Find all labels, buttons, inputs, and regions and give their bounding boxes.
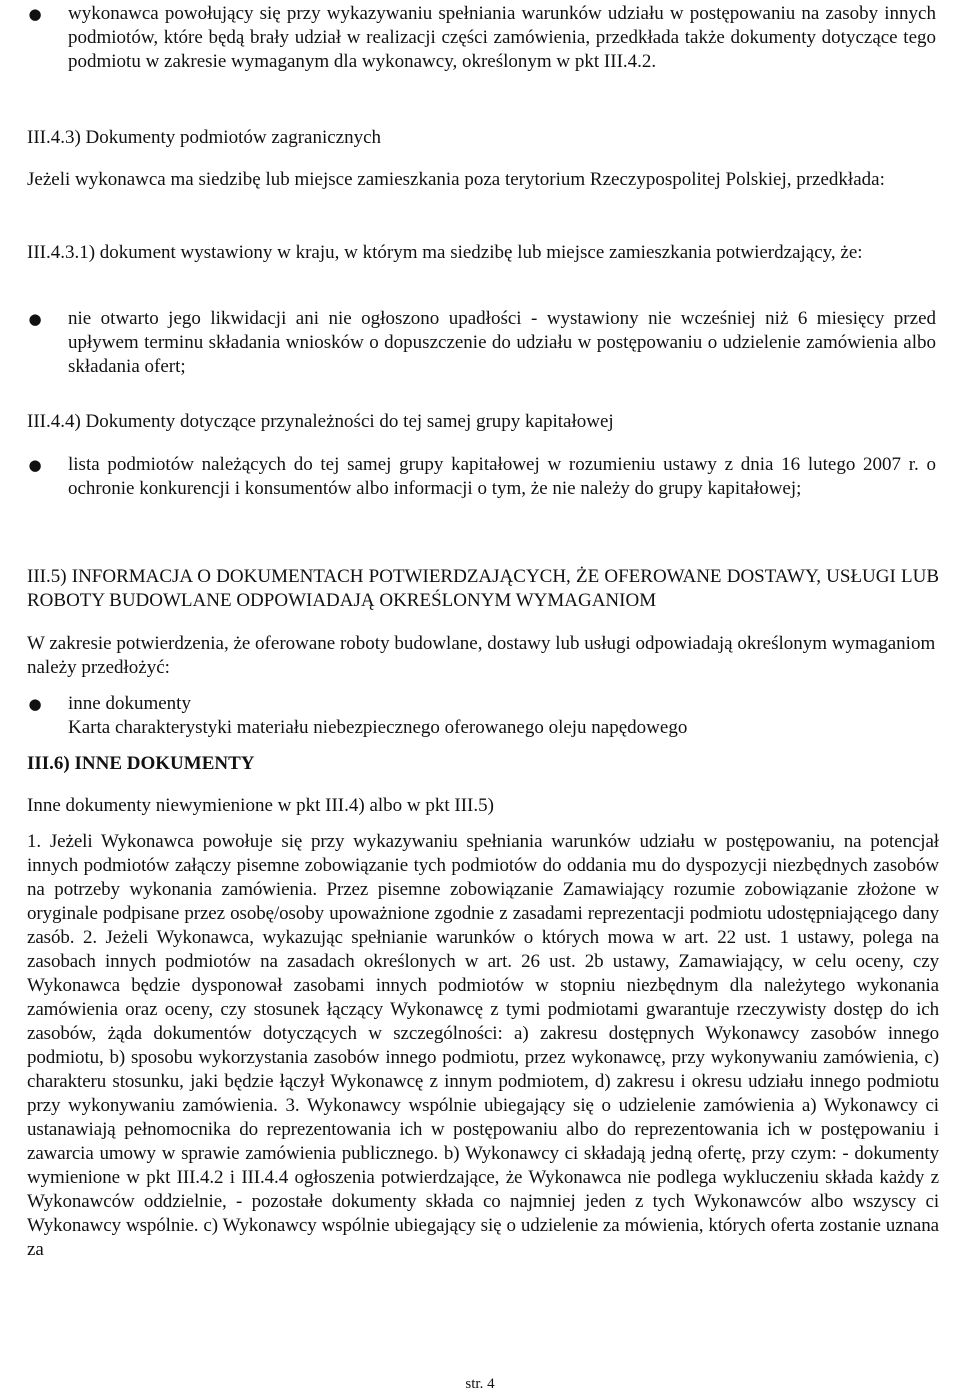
section-heading-capital-group: III.4.4) Dokumenty dotyczące przynależności do tej samej grupy kapitałowej (27, 411, 614, 432)
bullet-dot: ● (28, 456, 42, 474)
bullet-text-other-documents: inne dokumenty (68, 693, 191, 714)
paragraph-other-documents-body: 1. Jeżeli Wykonawca powołuje się przy wykazywaniu spełniania warunków udziału w postępowaniu, na potencjał innych podmiotów załączy pisemne zobowiązanie tych podmiotów do oddania mu do dyspozycji niezbędnych zasobów na potrzeby wykonania zamówienia. Przez pisemne zobowiązanie Zamawiający rozumie zobowiązanie złożone w oryginale podpisane przez osobę/osoby upoważnione zgodnie z zasadami reprezentacji podmiotu udostępniającego dany zasób. 2. Jeżeli Wykonawca, wykazując spełnianie warunków o których mowa w art. 22 ust. 1 ustawy, polega na zasobach innych podmiotów na zasadach określonych w art. 26 ust. 2b ustawy, Zamawiający, w celu oceny, czy Wykonawca będzie dysponował zasobami innych podmiotów w stopniu niezbędnym dla należytego wykonania zamówienia oraz oceny, czy stosunek łączący Wykonawcę z tymi podmiotami gwarantuje rzeczywisty dostęp do ich zasobów, żąda dokumentów dotyczących w szczególności: a) zakresu dostępnych Wykonawcy zasobów innego podmiotu, b) sposobu wykorzystania zasobów innego podmiotu, przez wykonawcę, przy wykonywaniu zamówienia, c) charakteru stosunku, jaki będzie łączył Wykonawcę z innym podmiotem, d) zakresu i okresu udziału innego podmiotu przy wykonywaniu zamówienia. 3. Wykonawcy wspólnie ubiegający się o udzielenie zamówienia a) Wykonawcy ci ustanawiają pełnomocnika do reprezentowania ich w postępowaniu albo do reprezentowania ich w postępowaniu i zawarcia umowy w sprawie zamówienia publicznego. b) Wykonawcy ci składają jedną ofertę, przy czym: - dokumenty wymienione w pkt III.4.2 i III.4.4 ogłoszenia potwierdzające, że Wykonawca nie podlega wykluczeniu składa każdy z Wykonawców oddzielnie, - pozostałe dokumenty składa co najmniej jeden z tych Wykonawców albo wszyscy ci Wykonawcy wspólnie. c) Wykonawcy wspólnie ubiegający się o udzielenie za mówienia, których oferta zostanie uznana za (27, 831, 939, 1260)
paragraph-conformity-intro: W zakresie potwierdzenia, że oferowane roboty budowlane, dostawy lub usługi odpowiadają określonym wymaganiom należy przedłożyć: (27, 633, 936, 678)
bullet-text-liquidation: nie otwarto jego likwidacji ani nie ogłoszono upadłości - wystawiony nie wcześniej niż 6 miesięcy przed upływem terminu składania wniosków o dopuszczenie do udziału w postępowaniu o udzielenie zamówienia albo składania ofert; (68, 308, 936, 377)
bullet-text-capital-group-list: lista podmiotów należących do tej samej grupy kapitałowej w rozumieniu ustawy z dnia 16 lutego 2007 r. o ochronie konkurencji i konsumentów albo informacji o tym, że nie należy do grupy kapitałowej; (68, 454, 936, 499)
section-heading-4331: III.4.3.1) dokument wystawiony w kraju, w którym ma siedzibę lub miejsce zamieszkania potwierdzający, że: (27, 242, 863, 263)
bullet-dot: ● (28, 5, 42, 23)
paragraph-foreign-intro: Jeżeli wykonawca ma siedzibę lub miejsce zamieszkania poza terytorium Rzeczypospolitej Polskiej, przedkłada: (27, 169, 885, 190)
bullet-dot: ● (28, 695, 42, 713)
page-number: str. 4 (465, 1376, 495, 1392)
paragraph-other-documents-intro: Inne dokumenty niewymienione w pkt III.4) albo w pkt III.5) (27, 795, 494, 816)
bullet-dot: ● (28, 310, 42, 328)
bullet-text-safety-data-sheet: Karta charakterystyki materiału niebezpiecznego oferowanego oleju napędowego (68, 717, 688, 738)
bullet-text-subcontractor-documents: wykonawca powołujący się przy wykazywaniu spełniania warunków udziału w postępowaniu na zasoby innych podmiotów, które będą brały udział w realizacji części zamówienia, przedkłada także dokumenty dotyczące tego podmiotu w zakresie wymaganym dla wykonawcy, określonym w pkt III.4.2. (68, 3, 936, 72)
bullet-other-documents (68, 692, 936, 740)
section-heading-conformity-documents: III.5) INFORMACJA O DOKUMENTACH POTWIERDZAJĄCYCH, ŻE OFEROWANE DOSTAWY, USŁUGI LUB ROBOTY BUDOWLANE ODPOWIADAJĄ OKREŚLONYM WYMAGANIOM (27, 566, 939, 611)
section-heading-other-documents: III.6) INNE DOKUMENTY (27, 753, 255, 774)
section-heading-foreign-entities: III.4.3) Dokumenty podmiotów zagranicznych (27, 127, 382, 148)
